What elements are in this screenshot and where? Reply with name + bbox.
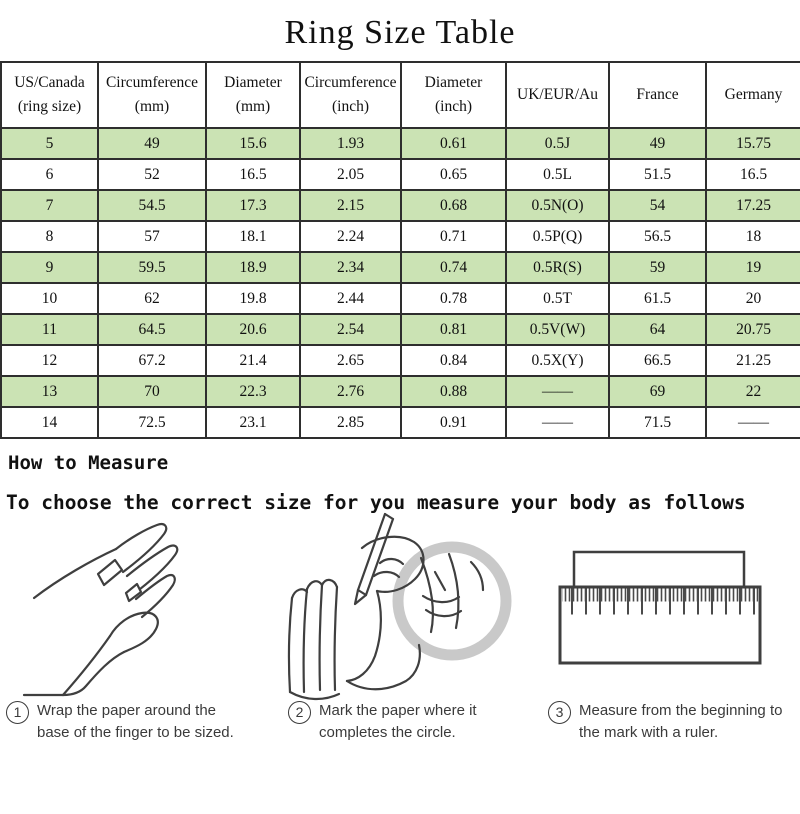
table-cell: 20.6 bbox=[206, 314, 300, 345]
column-header: Circumference (mm) bbox=[98, 62, 206, 128]
table-cell: 12 bbox=[1, 345, 98, 376]
table-body bbox=[1, 128, 800, 438]
table-cell: 20.75 bbox=[706, 314, 800, 345]
table-cell: 0.81 bbox=[401, 314, 506, 345]
table-cell: 9 bbox=[1, 252, 98, 283]
table-cell: 2.85 bbox=[300, 407, 401, 438]
measure-instruction-line: To choose the correct size for you measure your body as follows bbox=[6, 491, 746, 514]
illustration-row bbox=[0, 514, 800, 698]
table-cell: —— bbox=[506, 376, 609, 407]
step-number-1: 1 bbox=[6, 701, 29, 724]
table-cell: 17.3 bbox=[206, 190, 300, 221]
table-cell: 0.78 bbox=[401, 283, 506, 314]
table-cell: 11 bbox=[1, 314, 98, 345]
table-row bbox=[1, 314, 800, 345]
table-row bbox=[1, 283, 800, 314]
table-cell: 22.3 bbox=[206, 376, 300, 407]
table-cell: 52 bbox=[98, 159, 206, 190]
table-cell: 71.5 bbox=[609, 407, 706, 438]
hands-marking-with-pencil-icon bbox=[254, 506, 536, 706]
table-cell: 19 bbox=[706, 252, 800, 283]
step-number-2: 2 bbox=[288, 701, 311, 724]
table-cell: 16.5 bbox=[706, 159, 800, 190]
table-cell: 0.71 bbox=[401, 221, 506, 252]
column-header: Germany bbox=[706, 62, 800, 128]
table-cell: 54.5 bbox=[98, 190, 206, 221]
column-header: UK/EUR/Au bbox=[506, 62, 609, 128]
table-row bbox=[1, 159, 800, 190]
table-row bbox=[1, 190, 800, 221]
table-cell: 51.5 bbox=[609, 159, 706, 190]
table-cell: 14 bbox=[1, 407, 98, 438]
table-cell: 16.5 bbox=[206, 159, 300, 190]
table-cell: 2.05 bbox=[300, 159, 401, 190]
table-cell: 0.5T bbox=[506, 283, 609, 314]
step-text-1: Wrap the paper around the base of the finger to be sized. bbox=[37, 702, 234, 741]
table-cell: 1.93 bbox=[300, 128, 401, 159]
table-cell: 18.1 bbox=[206, 221, 300, 252]
table-cell: —— bbox=[506, 407, 609, 438]
table-cell: 66.5 bbox=[609, 345, 706, 376]
column-header: Circumference (inch) bbox=[300, 62, 401, 128]
table-cell: 57 bbox=[98, 221, 206, 252]
table-cell: 5 bbox=[1, 128, 98, 159]
step-caption-3 bbox=[548, 700, 782, 744]
step-caption-1 bbox=[6, 700, 234, 744]
table-cell: 0.68 bbox=[401, 190, 506, 221]
page-title: Ring Size Table bbox=[284, 14, 516, 51]
table-header-row bbox=[1, 62, 800, 128]
table-cell: 18.9 bbox=[206, 252, 300, 283]
table-cell: 2.54 bbox=[300, 314, 401, 345]
how-to-measure-heading: How to Measure bbox=[8, 452, 169, 474]
table-cell: 69 bbox=[609, 376, 706, 407]
column-header: Diameter (mm) bbox=[206, 62, 300, 128]
table-cell: 2.44 bbox=[300, 283, 401, 314]
table-cell: 15.6 bbox=[206, 128, 300, 159]
step-text-2: Mark the paper where it completes the circle. bbox=[319, 702, 477, 741]
table-cell: 64 bbox=[609, 314, 706, 345]
table-cell: 7 bbox=[1, 190, 98, 221]
page bbox=[0, 14, 800, 760]
table-cell: 0.5V(W) bbox=[506, 314, 609, 345]
step-captions bbox=[0, 700, 800, 760]
table-cell: 2.24 bbox=[300, 221, 401, 252]
table-cell: 21.25 bbox=[706, 345, 800, 376]
table-cell: 15.75 bbox=[706, 128, 800, 159]
table-cell: 49 bbox=[609, 128, 706, 159]
table-cell: 64.5 bbox=[98, 314, 206, 345]
table-cell: 0.5L bbox=[506, 159, 609, 190]
table-row bbox=[1, 221, 800, 252]
table-cell: 18 bbox=[706, 221, 800, 252]
table-cell: 0.65 bbox=[401, 159, 506, 190]
table-cell: 56.5 bbox=[609, 221, 706, 252]
table-row bbox=[1, 407, 800, 438]
table-cell: 0.88 bbox=[401, 376, 506, 407]
table-cell: 2.34 bbox=[300, 252, 401, 283]
table-cell: 0.91 bbox=[401, 407, 506, 438]
table-cell: 19.8 bbox=[206, 283, 300, 314]
table-cell: 22 bbox=[706, 376, 800, 407]
table-row bbox=[1, 252, 800, 283]
table-cell: 13 bbox=[1, 376, 98, 407]
table-cell: 10 bbox=[1, 283, 98, 314]
table-cell: 0.61 bbox=[401, 128, 506, 159]
table-cell: 62 bbox=[98, 283, 206, 314]
table-cell: 0.5J bbox=[506, 128, 609, 159]
table-cell: 6 bbox=[1, 159, 98, 190]
column-header: France bbox=[609, 62, 706, 128]
table-cell: 17.25 bbox=[706, 190, 800, 221]
table-cell: 59 bbox=[609, 252, 706, 283]
table-cell: 2.65 bbox=[300, 345, 401, 376]
column-header: US/Canada (ring size) bbox=[1, 62, 98, 128]
step-text-3: Measure from the beginning to the mark with a ruler. bbox=[579, 702, 783, 741]
table-cell: 0.5R(S) bbox=[506, 252, 609, 283]
table-cell: 49 bbox=[98, 128, 206, 159]
hand-with-paper-strip-icon bbox=[18, 516, 250, 700]
table-cell: 2.15 bbox=[300, 190, 401, 221]
table-cell: 0.5N(O) bbox=[506, 190, 609, 221]
table-cell: —— bbox=[706, 407, 800, 438]
table-cell: 0.5P(Q) bbox=[506, 221, 609, 252]
table-row bbox=[1, 128, 800, 159]
table-cell: 72.5 bbox=[98, 407, 206, 438]
step-caption-2 bbox=[288, 700, 477, 744]
table-cell: 2.76 bbox=[300, 376, 401, 407]
step-number-3: 3 bbox=[548, 701, 571, 724]
table-cell: 8 bbox=[1, 221, 98, 252]
table-cell: 54 bbox=[609, 190, 706, 221]
table-cell: 70 bbox=[98, 376, 206, 407]
table-cell: 23.1 bbox=[206, 407, 300, 438]
column-header: Diameter (inch) bbox=[401, 62, 506, 128]
table-cell: 0.74 bbox=[401, 252, 506, 283]
ring-size-table bbox=[0, 61, 800, 439]
table-row bbox=[1, 376, 800, 407]
table-cell: 0.84 bbox=[401, 345, 506, 376]
table-row bbox=[1, 345, 800, 376]
table-cell: 21.4 bbox=[206, 345, 300, 376]
table-cell: 61.5 bbox=[609, 283, 706, 314]
table-cell: 20 bbox=[706, 283, 800, 314]
table-cell: 0.5X(Y) bbox=[506, 345, 609, 376]
ruler-measuring-icon bbox=[528, 530, 798, 688]
table-cell: 67.2 bbox=[98, 345, 206, 376]
table-cell: 59.5 bbox=[98, 252, 206, 283]
